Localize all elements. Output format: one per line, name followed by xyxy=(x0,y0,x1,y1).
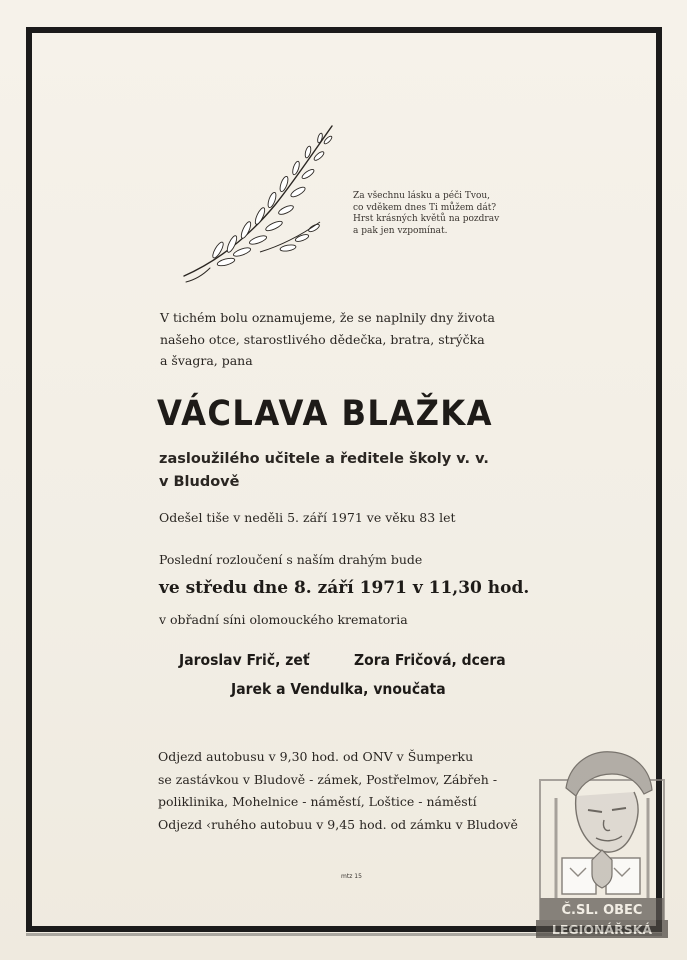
transport-line: Odjezd ‹ruhého autobuu v 9,45 hod. od zámku v Bludově xyxy=(158,816,518,832)
farewell-intro: Poslední rozloučení s naším drahým bude xyxy=(159,552,423,567)
bus-transport-info xyxy=(158,746,548,836)
title-line: v Bludově xyxy=(159,474,240,490)
memorial-poem xyxy=(353,191,553,237)
ceremony-place: v obřadní síni olomouckého krematoria xyxy=(159,612,408,627)
intro-line: našeho otce, starostlivého dědečka, bratra, strýčka xyxy=(160,331,485,347)
ceremony-date-time: ve středu dne 8. září 1971 v 11,30 hod. xyxy=(159,578,530,598)
death-notice: Odešel tiše v neděli 5. září 1971 ve věku 83 let xyxy=(159,510,456,525)
mourner-son-in-law: Jaroslav Frič, zeť xyxy=(179,651,310,669)
transport-line: Odjezd autobusu v 9,30 hod. od ONV v Šumperku xyxy=(158,749,474,764)
watermark-line-1: Č.SL. OBEC xyxy=(561,903,643,918)
transport-line: se zastávkou v Bludově - zámek, Postřelmov, Zábřeh - xyxy=(158,771,498,787)
laurel-branch-icon xyxy=(180,120,340,285)
title-line: zasloužilého učitele a ředitele školy v. v. xyxy=(159,451,489,467)
transport-line: poliklinika, Mohelnice - náměstí, Loštice - náměstí xyxy=(158,794,477,809)
deceased-name: VÁCLAVA BLAŽKA xyxy=(157,394,493,434)
poem-line: co vděkem dnes Ti můžem dát? xyxy=(353,202,497,213)
announcement-intro xyxy=(160,307,540,372)
intro-line: V tichém bolu oznamujeme, že se naplnily dny života xyxy=(160,310,495,325)
watermark-line-2: LEGIONÁŘSKÁ xyxy=(551,922,653,937)
deceased-title xyxy=(159,448,489,494)
poem-line: a pak jen vzpomínat. xyxy=(353,225,448,236)
poem-line: Za všechnu lásku a péči Tvou, xyxy=(353,191,491,201)
print-code: mtz 15 xyxy=(341,873,362,880)
legion-watermark-icon xyxy=(536,740,668,940)
intro-line: a švagra, pana xyxy=(160,353,253,368)
mourner-grandchildren: Jarek a Vendulka, vnoučata xyxy=(231,680,446,698)
mourner-daughter: Zora Fričová, dcera xyxy=(354,651,506,669)
poem-line: Hrst krásných květů na pozdrav xyxy=(353,214,500,225)
